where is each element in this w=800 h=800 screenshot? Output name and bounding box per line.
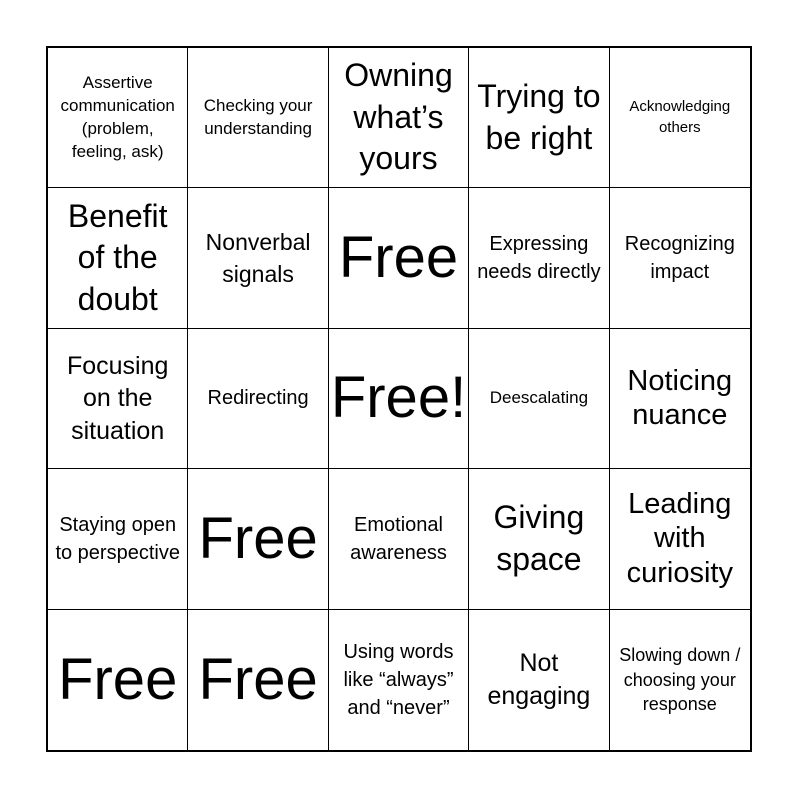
cell-text: Free bbox=[198, 505, 318, 571]
cell-text: Not engaging bbox=[487, 649, 591, 710]
bingo-cell-20[interactable] bbox=[610, 469, 750, 609]
bingo-cell-13-free[interactable] bbox=[329, 329, 469, 469]
bingo-cell-19[interactable] bbox=[469, 469, 609, 609]
cell-text: Free! bbox=[330, 365, 467, 431]
bingo-cell-5[interactable] bbox=[610, 48, 750, 188]
cell-text: Redirecting bbox=[207, 387, 309, 410]
cell-text: Free bbox=[338, 225, 459, 291]
bingo-cell-18[interactable] bbox=[329, 469, 469, 609]
cell-text: Using words like “always” and “never” bbox=[343, 640, 454, 719]
cell-text: Assertive communication (problem, feeling, ask) bbox=[60, 72, 175, 161]
cell-text: Noticing nuance bbox=[627, 364, 733, 432]
cell-text: Owning what’s yours bbox=[344, 57, 453, 177]
cell-text: Acknowledging others bbox=[629, 98, 731, 136]
bingo-cell-12[interactable] bbox=[188, 329, 328, 469]
bingo-cell-2[interactable] bbox=[188, 48, 328, 188]
bingo-cell-22-free[interactable] bbox=[188, 610, 328, 750]
cell-text: Emotional awareness bbox=[350, 513, 447, 564]
bingo-cell-4[interactable] bbox=[469, 48, 609, 188]
cell-text: Giving space bbox=[493, 499, 585, 577]
bingo-cell-21-free[interactable] bbox=[48, 610, 188, 750]
cell-text: Free bbox=[198, 646, 318, 712]
bingo-cell-17-free[interactable] bbox=[188, 469, 328, 609]
bingo-cell-16[interactable] bbox=[48, 469, 188, 609]
cell-text: Recognizing impact bbox=[624, 233, 735, 284]
bingo-cell-11[interactable] bbox=[48, 329, 188, 469]
cell-text: Free bbox=[58, 646, 178, 712]
bingo-cell-3[interactable] bbox=[329, 48, 469, 188]
bingo-cell-14[interactable] bbox=[469, 329, 609, 469]
cell-text: Slowing down / choosing your response bbox=[619, 645, 741, 714]
bingo-cell-23[interactable] bbox=[329, 610, 469, 750]
bingo-cell-7[interactable] bbox=[188, 188, 328, 328]
cell-text: Expressing needs directly bbox=[477, 233, 601, 284]
cell-text: Staying open to perspective bbox=[55, 513, 180, 564]
cell-text: Checking your understanding bbox=[203, 95, 313, 138]
cell-text: Focusing on the situation bbox=[66, 351, 169, 445]
bingo-cell-1[interactable] bbox=[48, 48, 188, 188]
cell-text: Trying to be right bbox=[477, 78, 601, 156]
cell-text: Deescalating bbox=[489, 388, 589, 408]
bingo-board bbox=[46, 46, 752, 752]
bingo-cell-9[interactable] bbox=[469, 188, 609, 328]
bingo-cell-24[interactable] bbox=[469, 610, 609, 750]
bingo-cell-6[interactable] bbox=[48, 188, 188, 328]
bingo-cell-8-free[interactable] bbox=[329, 188, 469, 328]
cell-text: Benefit of the doubt bbox=[67, 197, 168, 317]
cell-text: Nonverbal signals bbox=[205, 228, 311, 288]
cell-text: Leading with curiosity bbox=[626, 487, 733, 590]
bingo-cell-15[interactable] bbox=[610, 329, 750, 469]
bingo-cell-10[interactable] bbox=[610, 188, 750, 328]
bingo-cell-25[interactable] bbox=[610, 610, 750, 750]
